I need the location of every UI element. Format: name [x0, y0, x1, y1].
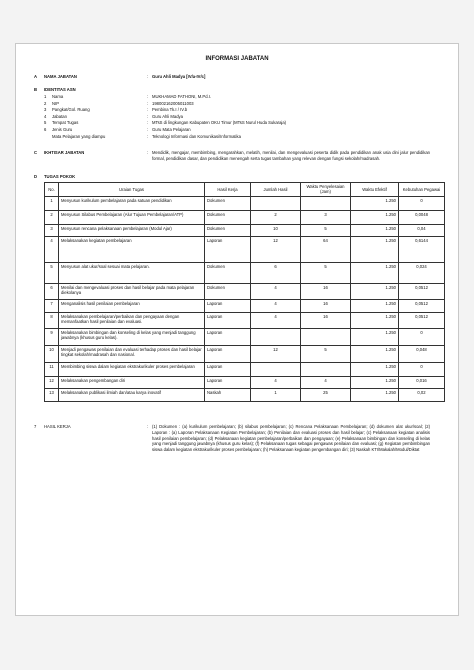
cell-waktu: 5 [301, 224, 351, 236]
cell-no: 4 [45, 236, 59, 262]
header-waktu: Waktu Penyelesaian (Jam) [301, 183, 351, 197]
cell-efektif: 1.250 [351, 328, 399, 345]
cell-no: 9 [45, 328, 59, 345]
cell-no: 1 [45, 196, 59, 210]
section-label: IKHTISAR JABATAN [44, 150, 85, 155]
cell-kebutuhan: 0,04 [399, 224, 445, 236]
cell-waktu [301, 196, 351, 210]
cell-jumlah: 4 [251, 312, 301, 328]
cell-kebutuhan: 0 [399, 362, 445, 376]
cell-kebutuhan: 0,0512 [399, 312, 445, 328]
identitas-value: Guru Mata Pelajaran [152, 127, 191, 132]
cell-efektif: 1.250 [351, 312, 399, 328]
section-letter: A [34, 74, 38, 79]
table-row [45, 262, 445, 283]
header-kebutuhan: Kebutuhan Pegawai [399, 183, 445, 197]
cell-waktu: 5 [301, 345, 351, 362]
cell-hasil: Laporan [205, 299, 251, 312]
hasil-kerja-text: (1) Dokumen : (a) kurikulum pembelajaran; (b) silabus pembelajaran; (c) Rencana Pelaksanaan Pembelajaran; (d) dokumen alat ukur/soal; (2) Laporan : (a) Laporan Pelaksanaan Kegiatan Pembelajaran; (b) Penilaian dan evaluasi proses dan hasil belajar; (c) Pelaksanaan kegiatan analisis hasil penilaian pembelajaran; (d) Pelaksanaan kegiatan pembelajaran/perbaikan dan pengayaan; (e) Pelaksanaan bimbingan dan konseling di kelas yang menjadi tanggung jawabnya (khusus guru kelas); (f) Pelaksanaan tugas sebagai pengawas penilaian dan evaluasi; (g) Kegiatan pembimbingan siswa dalam kegiatan ekstrakurikuler proses pembelajaran; (h) Pelaksanaan kegiatan pengembangan diri; (3) Naskah KTI/Makalah/Modul/Diktat [152, 424, 430, 453]
table-row [45, 388, 445, 401]
cell-jumlah [251, 362, 301, 376]
cell-jumlah: 2 [251, 210, 301, 224]
cell-hasil: Laporan [205, 345, 251, 362]
cell-hasil: Dokumen [205, 224, 251, 236]
cell-jumlah [251, 196, 301, 210]
document-page: INFORMASI JABATAN A NAMA JABATAN : Guru Ahli Madya [IV/a-IV/c] B IDENTITAS ASN 1 Nama : MUKHAMAD FATHONI, M.Pd.I. 2 NIP : 198002162005011003 3 Pangkat/Gol. Ruang : Pembina Tk.I / IV.b 4 Jabatan : Guru Ahli Madya 5 Tempat Tugas : MTsS di lingkungan Kabupaten OKU Timur (MTsS Nurul Huda Sukaraja) 6 Jenis Guru : Guru Mata Pelajaran Mata Pelajaran yang diampu : Teknologi Informasi dan Komunikasi/Informatika C IKHTISAR JABATAN : Mendidik, mengajar, membimbing, mengarahkan, melatih, menilai, dan mengevaluasi peserta didik pada pendidikan anak usia dini jalur pendidikan formal, pendidikan dasar, dan pendidikan menengah serta tugas tambahan yang relevan dengan fungsi sekolah/madrasah. D TUGAS POKOK No. Uraian Tugas Hasil Kerja Jumlah Hasil Waktu Penyelesaian (Jam) Waktu Efektif Kebutuhan Pegawai 1 Menyusun kurikulum pembelajaran pada satuan pendidikan Dokumen 1.250 0 2 Menyusun Silabus Pembelajaran (Alur Tujuan Pembelajaran/ATP) Dokumen 2 3 1.250 0,0048 3 Menyusun rencana pelaksanaan pembelajaran (Modul Ajar) Dokumen 10 5 1.250 0,04 4 Melaksanakan kegiatan pembelajaran Laporan 12 64 1.250 0,6144 5 Menyusun alat ukur/soal sesuai mata pelajaran. Dokumen 6 5 1.250 0,024 6 Menilai dan mengevaluasi proses dan hasil belajar pada mata pelajaran diekolanya Dokumen 4 16 1.250 0,0512 7 Menganalisis hasil penilaian pembelajaran Laporan 4 16 1.250 0,0512 8 Melaksanakan pembelajaran/perbaikan dan pengayaan dengan memanfaatkan hasil penilaian dan evaluasi. Laporan 4 16 1.250 0,0512 9 Melaksanakan bimbingan dan konseling di kelas yang menjadi tanggung jawabnya (khusus guru kelas). Laporan 1.250 0 10 Menjadi pengawas penilaian dan evaluasi terhadap proses dan hasil belajar tingkat sekolah/madrasah dan nasional. Laporan 12 5 1.250 0,048 11 Membimbing siswa dalam kegiatan ekstrakurikuler proses pembelajaran Laporan 1.250 0 12 Melaksanakan pengembangan diri Laporan 4 4 1.250 0,016 13 Melaksanakan publikasi ilmiah dan/atau karya inovatif Naskah 1 25 1.250 0,02 7 HASIL KERJA : (1) Dokumen : (a) kurikulum pembelajaran; (b) silabus pembelajaran; (c) Rencana Pelaksanaan Pembelajaran; (d) dokumen alat ukur/soal; (2) Laporan : (a) Laporan Pelaksanaan Kegiatan Pembelajaran; (b) Penilaian dan evaluasi proses dan hasil belajar; (c) Pelaksanaan kegiatan analisis hasil penilaian pembelajaran; (d) Pelaksanaan kegiatan pembelajaran/perbaikan dan pengayaan; (e) Pelaksanaan bimbingan dan konseling di kelas yang menjadi tanggung jawabnya (khusus guru kelas); (f) Pelaksanaan tugas sebagai pengawas penilaian dan evaluasi; (g) Kegiatan pembimbingan siswa dalam kegiatan ekstrakurikuler proses pembelajaran; (h) Pelaksanaan kegiatan pengembangan diri; (3) Naskah KTI/Makalah/Modul/Diktat [15, 43, 459, 616]
cell-efektif: 1.250 [351, 388, 399, 401]
cell-no: 12 [45, 376, 59, 388]
cell-kebutuhan: 0,0512 [399, 283, 445, 299]
table-row [45, 196, 445, 210]
section-label: TUGAS POKOK [44, 174, 76, 179]
cell-waktu: 64 [301, 236, 351, 262]
cell-efektif: 1.250 [351, 224, 399, 236]
table-row [45, 283, 445, 299]
cell-jumlah: 4 [251, 283, 301, 299]
header-uraian: Uraian Tugas [59, 183, 205, 197]
cell-kebutuhan: 0,0048 [399, 210, 445, 224]
cell-uraian: Menilai dan mengevaluasi proses dan hasil belajar pada mata pelajaran diekolanya [59, 283, 205, 299]
cell-efektif: 1.250 [351, 262, 399, 283]
tugas-pokok-table [44, 182, 445, 402]
cell-uraian: Melaksanakan kegiatan pembelajaran [59, 236, 205, 262]
cell-uraian: Melaksanakan pembelajaran/perbaikan dan pengayaan dengan memanfaatkan hasil penilaian dan evaluasi. [59, 312, 205, 328]
identitas-value: Guru Ahli Madya [152, 113, 183, 119]
cell-jumlah: 12 [251, 345, 301, 362]
identitas-num: 1 [44, 94, 47, 99]
table-row [45, 362, 445, 376]
cell-efektif: 1.250 [351, 299, 399, 312]
cell-efektif: 1.250 [351, 236, 399, 262]
cell-no: 5 [45, 262, 59, 283]
identitas-label: Pangkat/Gol. Ruang [52, 107, 90, 113]
identitas-label: Jenis Guru [52, 127, 73, 132]
cell-waktu [301, 362, 351, 376]
identitas-label: Jabatan [52, 113, 67, 119]
cell-waktu: 5 [301, 262, 351, 283]
header-jumlah: Jumlah Hasil [251, 183, 301, 197]
cell-efektif: 1.250 [351, 345, 399, 362]
header-efektif: Waktu Efektif [351, 183, 399, 197]
table-row [45, 299, 445, 312]
cell-uraian: Melaksanakan bimbingan dan konseling di kelas yang menjadi tanggung jawabnya (khusus guru kelas). [59, 328, 205, 345]
cell-hasil: Dokumen [205, 283, 251, 299]
identitas-num: 2 [44, 100, 47, 106]
document-title: INFORMASI JABATAN [205, 56, 269, 62]
section-letter: D [34, 174, 38, 179]
identitas-value: 198002162005011003 [152, 100, 194, 106]
cell-jumlah: 12 [251, 236, 301, 262]
cell-efektif: 1.250 [351, 283, 399, 299]
table-row [45, 328, 445, 345]
cell-jumlah: 10 [251, 224, 301, 236]
ikhtisar-text: Mendidik, mengajar, membimbing, mengarahkan, melatih, menilai, dan mengevaluasi peserta didik pada pendidikan anak usia dini jalur pendidikan formal, pendidikan dasar, dan pendidikan menengah serta tugas tambahan yang relevan dengan fungsi sekolah/madrasah. [152, 150, 430, 161]
cell-kebutuhan: 0 [399, 196, 445, 210]
cell-uraian: Menyusun kurikulum pembelajaran pada satuan pendidikan [59, 196, 205, 210]
identitas-num: 4 [44, 113, 47, 119]
cell-jumlah [251, 328, 301, 345]
cell-waktu: 25 [301, 388, 351, 401]
cell-kebutuhan: 0,016 [399, 376, 445, 388]
cell-hasil: Dokumen [205, 262, 251, 283]
cell-uraian: Menganalisis hasil penilaian pembelajaran [59, 299, 205, 312]
section-letter: C [34, 150, 38, 155]
identitas-label: Nama [52, 94, 64, 99]
table-row [45, 376, 445, 388]
cell-uraian: Membimbing siswa dalam kegiatan ekstrakurikuler proses pembelajaran [59, 362, 205, 376]
cell-uraian: Menyusun rencana pelaksanaan pembelajaran (Modul Ajar) [59, 224, 205, 236]
cell-jumlah: 4 [251, 299, 301, 312]
section-label: IDENTITAS ASN [44, 87, 76, 92]
section-label: NAMA JABATAN [44, 74, 77, 79]
cell-kebutuhan: 0,024 [399, 262, 445, 283]
cell-hasil: Laporan [205, 362, 251, 376]
cell-kebutuhan: 0 [399, 328, 445, 345]
identitas-value: Pembina Tk.I / IV.b [152, 107, 188, 113]
identitas-num: 3 [44, 107, 47, 113]
cell-no: 11 [45, 362, 59, 376]
cell-waktu: 16 [301, 312, 351, 328]
section-number: 7 [34, 424, 37, 429]
section-label: HASIL KERJA [44, 424, 71, 429]
cell-waktu: 16 [301, 299, 351, 312]
identitas-label: NIP [52, 100, 59, 106]
cell-efektif: 1.250 [351, 196, 399, 210]
cell-jumlah: 1 [251, 388, 301, 401]
cell-waktu: 4 [301, 376, 351, 388]
identitas-label: Mata Pelajaran yang diampu [52, 133, 106, 139]
cell-hasil: Laporan [205, 312, 251, 328]
cell-no: 3 [45, 224, 59, 236]
cell-uraian: Melaksanakan publikasi ilmiah dan/atau karya inovatif [59, 388, 205, 401]
cell-no: 2 [45, 210, 59, 224]
section-letter: B [34, 87, 38, 92]
cell-hasil: Dokumen [205, 210, 251, 224]
cell-kebutuhan: 0,02 [399, 388, 445, 401]
cell-uraian: Menyusun alat ukur/soal sesuai mata pelajaran. [59, 262, 205, 283]
cell-jumlah: 6 [251, 262, 301, 283]
identitas-value: Teknologi Informasi dan Komunikasi/Informatika [152, 133, 241, 139]
identitas-value: MUKHAMAD FATHONI, M.Pd.I. [152, 94, 212, 99]
table-row [45, 236, 445, 262]
cell-efektif: 1.250 [351, 362, 399, 376]
identitas-num: 6 [44, 127, 47, 132]
table-row [45, 210, 445, 224]
cell-hasil: Laporan [205, 376, 251, 388]
cell-waktu [301, 328, 351, 345]
identitas-value: MTsS di lingkungan Kabupaten OKU Timur (MTsS Nurul Huda Sukaraja) [152, 120, 287, 126]
table-row [45, 224, 445, 236]
header-hasil: Hasil Kerja [205, 183, 251, 197]
identitas-label: Tempat Tugas [52, 120, 79, 126]
cell-jumlah: 4 [251, 376, 301, 388]
identitas-num: 5 [44, 120, 47, 126]
cell-no: 6 [45, 283, 59, 299]
cell-uraian: Menjadi pengawas penilaian dan evaluasi terhadap proses dan hasil belajar tingkat sekolah/madrasah dan nasional. [59, 345, 205, 362]
table-header-row [45, 183, 445, 197]
cell-no: 10 [45, 345, 59, 362]
cell-efektif: 1.250 [351, 376, 399, 388]
cell-uraian: Menyusun Silabus Pembelajaran (Alur Tujuan Pembelajaran/ATP) [59, 210, 205, 224]
cell-kebutuhan: 0,6144 [399, 236, 445, 262]
table-row [45, 345, 445, 362]
cell-hasil: Naskah [205, 388, 251, 401]
cell-no: 13 [45, 388, 59, 401]
cell-hasil: Laporan [205, 236, 251, 262]
cell-waktu: 16 [301, 283, 351, 299]
jabatan-value: Guru Ahli Madya [IV/a-IV/c] [152, 74, 206, 79]
cell-kebutuhan: 0,0512 [399, 299, 445, 312]
cell-hasil: Dokumen [205, 196, 251, 210]
cell-no: 8 [45, 312, 59, 328]
cell-hasil: Laporan [205, 328, 251, 345]
cell-efektif: 1.250 [351, 210, 399, 224]
cell-no: 7 [45, 299, 59, 312]
cell-uraian: Melaksanakan pengembangan diri [59, 376, 205, 388]
cell-kebutuhan: 0,048 [399, 345, 445, 362]
table-row [45, 312, 445, 328]
header-no: No. [45, 183, 59, 197]
cell-waktu: 3 [301, 210, 351, 224]
